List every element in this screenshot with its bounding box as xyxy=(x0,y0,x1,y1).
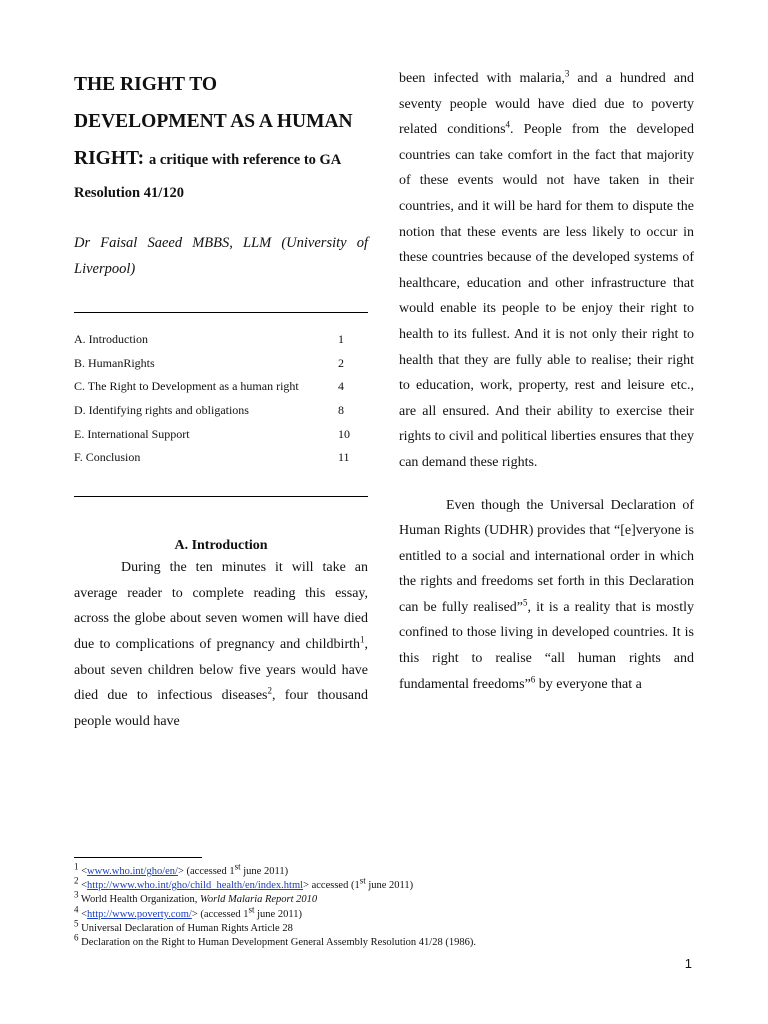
author-line: Dr Faisal Saeed MBBS, LLM (University of Liverpool) xyxy=(74,235,368,277)
toc-label: D. Identifying rights and obligations xyxy=(74,403,249,418)
toc-page: 1 xyxy=(338,332,344,346)
divider-top xyxy=(74,312,368,313)
paragraph-text: by everyone that a xyxy=(535,676,642,692)
subtitle-resolution: Resolution 41/120 xyxy=(74,185,184,201)
paragraph-text: and a hundred and seventy people would have died due to poverty related conditions xyxy=(399,71,694,138)
footnote-text: june 2011) xyxy=(365,880,414,892)
footnote-text: World Health Organization, xyxy=(78,894,201,906)
toc-entry xyxy=(74,375,368,399)
footnote-6 xyxy=(74,932,694,950)
footnote-text: < xyxy=(78,908,88,920)
right-column xyxy=(399,66,694,697)
paragraph-text: Even though the Universal Declaration of Human Rights (UDHR) provides that “[e]veryone is entitled to a social and international order in which the rights and freedoms set forth in this Declaration can be fully realised” xyxy=(399,497,694,615)
footnote-text: > accessed (1 xyxy=(303,880,360,892)
toc-entry xyxy=(74,399,368,423)
intro-paragraph xyxy=(74,555,368,734)
table-of-contents xyxy=(74,328,368,470)
page-number: 1 xyxy=(684,956,692,971)
footnote-ref[interactable]: 2 xyxy=(267,685,272,696)
toc-page: 10 xyxy=(338,426,350,441)
toc-label: B. HumanRights xyxy=(74,355,155,370)
footnote-text: > (accessed 1 xyxy=(177,866,235,877)
footnote-text: Declaration on the Right to Human Development General Assembly Resolution 41/28 (1986). xyxy=(78,937,476,949)
section-heading: A. Introduction xyxy=(174,538,268,554)
title-line-3: RIGHT: xyxy=(74,148,145,169)
toc-label: C. The Right to Development as a human right xyxy=(74,379,299,394)
toc-page: 4 xyxy=(338,379,344,394)
subtitle: a critique with reference to GA xyxy=(148,152,342,168)
footnote-number: 3 xyxy=(74,889,79,900)
toc-entry xyxy=(74,352,368,376)
footnote-5 xyxy=(74,918,694,936)
ordinal-suffix: st xyxy=(234,861,241,872)
paragraph-text: During the ten minutes it will take an average reader to complete reading this essay, across the globe about seven women will have died due to complications of pregnancy and childbirth xyxy=(74,560,368,652)
footnote-3 xyxy=(74,889,694,907)
paragraph-text: , four thousand people would have xyxy=(74,688,368,729)
toc-page: 11 xyxy=(338,450,350,465)
document-title xyxy=(74,66,368,179)
toc-page: 8 xyxy=(338,403,344,418)
footnote-number: 6 xyxy=(74,932,79,943)
footnote-link[interactable]: http://www.who.int/gho/child_health/en/index.html xyxy=(87,880,304,892)
paragraph-text: , about seven children below five years would have died due to infectious diseases xyxy=(74,636,368,704)
footnote-text: Universal Declaration of Human Rights Article 28 xyxy=(78,922,293,934)
paragraph-text: , it is a reality that is mostly confined to those living in developed countries. It is this right to realise “all human rights and fundamental freedoms” xyxy=(399,599,694,692)
intro-paragraph-continued xyxy=(399,66,694,476)
toc-label: E. International Support xyxy=(74,426,190,441)
footnote-text: < xyxy=(78,880,88,892)
toc-entry xyxy=(74,423,368,447)
footnote-number: 4 xyxy=(74,904,79,915)
udhr-paragraph xyxy=(399,493,694,698)
footnote-ref[interactable]: 1 xyxy=(360,634,365,645)
footnote-text: < xyxy=(78,866,88,877)
toc-entry xyxy=(74,328,368,352)
footnote-ref[interactable]: 5 xyxy=(523,597,528,608)
footnote-1 xyxy=(74,861,694,879)
paragraph-text: . People from the developed countries can take comfort in the fact that majority of these events would not have taken in their countries, and it will be hard for them to dispute the notion that these events are less likely to occur in these countries because of the developed systems of healthcare, education and other infrastructure that would enable its people to be enjoy their right to health to its fullest. And it is not only their right to health that they are fully able to realise; their right to education, work, property, rest and leisure etc., are all ensured. And their ability to exercise their rights to civil and political liberties ensures that they can demand these rights. xyxy=(399,122,694,470)
footnote-ref[interactable]: 6 xyxy=(530,674,536,684)
left-column xyxy=(74,66,368,734)
footnote-number: 1 xyxy=(74,861,79,872)
footnote-text: june 2011) xyxy=(254,908,302,920)
footnote-number: 2 xyxy=(74,875,79,886)
footnote-ref[interactable]: 3 xyxy=(564,68,570,79)
footnote-text: > (accessed 1 xyxy=(191,908,249,920)
footnote-text: june 2011) xyxy=(240,866,289,877)
toc-label: A. Introduction xyxy=(74,332,148,346)
ordinal-suffix: st xyxy=(248,904,255,915)
toc-page: 2 xyxy=(338,355,344,370)
footnotes xyxy=(74,861,694,950)
toc-label: F. Conclusion xyxy=(74,450,141,465)
ordinal-suffix: st xyxy=(359,875,366,886)
footnote-ref[interactable]: 4 xyxy=(505,119,511,130)
divider-bottom xyxy=(74,496,368,497)
footnote-link[interactable]: http://www.poverty.com/ xyxy=(87,908,192,920)
footnote-link[interactable]: www.who.int/gho/en/ xyxy=(87,866,178,877)
paragraph-text: been infected with malaria, xyxy=(399,71,565,86)
footnote-title: World Malaria Report 2010 xyxy=(200,894,318,906)
title-line-1: THE RIGHT TO xyxy=(74,74,218,95)
footnote-4 xyxy=(74,904,694,922)
footnote-number: 5 xyxy=(74,918,79,929)
footnote-separator xyxy=(74,857,202,858)
footnote-2 xyxy=(74,875,694,893)
toc-entry xyxy=(74,446,368,470)
title-line-2: DEVELOPMENT AS A HUMAN xyxy=(74,111,353,132)
